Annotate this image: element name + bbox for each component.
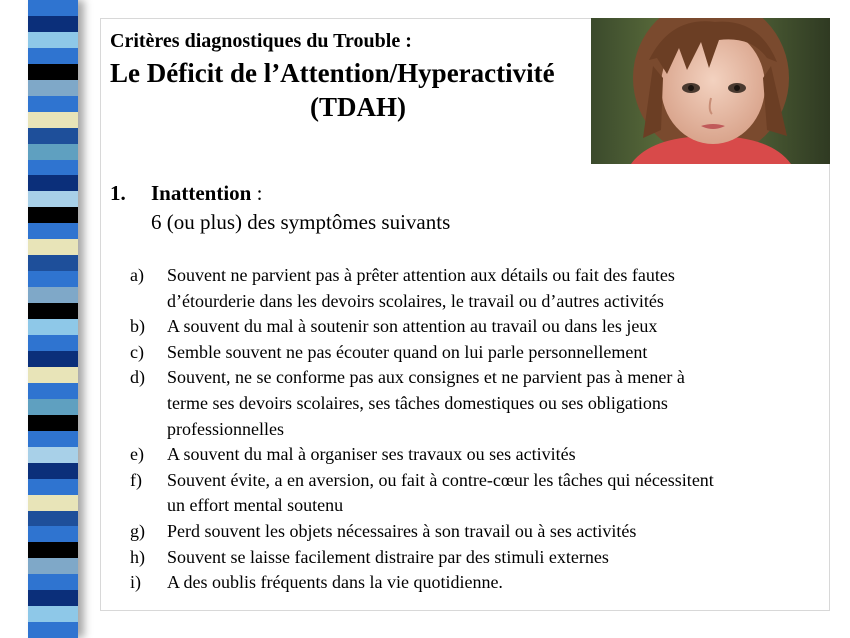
stripe-segment xyxy=(28,558,78,574)
criterion-item xyxy=(130,468,820,519)
stripe-segment xyxy=(28,526,78,542)
stripe-segment xyxy=(28,319,78,335)
criterion-marker: h) xyxy=(130,546,145,567)
child-portrait-illustration xyxy=(591,18,830,164)
criterion-line: un effort mental soutenu xyxy=(167,495,344,516)
stripe-segment xyxy=(28,590,78,606)
criterion-line: d’étourderie dans les devoirs scolaires, le travail ou d’autres activités xyxy=(167,290,664,311)
stripe-segment xyxy=(28,383,78,399)
criterion-line: Souvent se laisse facilement distraire par des stimuli externes xyxy=(167,546,609,567)
page-title-prefix: Critères diagnostiques du Trouble : xyxy=(110,30,412,52)
stripe-segment xyxy=(28,335,78,351)
stripe-segment xyxy=(28,479,78,495)
criterion-item xyxy=(130,545,820,571)
criterion-line: Souvent évite, a en aversion, ou fait à contre-cœur les tâches qui nécessitent xyxy=(167,469,714,490)
criterion-item xyxy=(130,519,820,545)
section-title: Inattention xyxy=(151,181,252,205)
section-heading xyxy=(151,181,262,206)
stripe-segment xyxy=(28,542,78,558)
stripe-segment xyxy=(28,64,78,80)
stripe-segment xyxy=(28,271,78,287)
stripe-segment xyxy=(28,160,78,176)
stripe-segment xyxy=(28,303,78,319)
criterion-line: terme ses devoirs scolaires, ses tâches domestiques ou ses obligations xyxy=(167,392,668,413)
stripe-segment xyxy=(28,207,78,223)
criterion-line: professionnelles xyxy=(167,418,284,439)
stripe-segment xyxy=(28,606,78,622)
stripe-segment xyxy=(28,16,78,32)
page-title: Le Déficit de l’Attention/Hyperactivité xyxy=(110,58,555,88)
stripe-segment xyxy=(28,32,78,48)
criterion-marker: f) xyxy=(130,469,142,490)
stripe-segment xyxy=(28,351,78,367)
stripe-segment xyxy=(28,431,78,447)
criterion-line: A souvent du mal à soutenir son attention au travail ou dans les jeux xyxy=(167,316,658,337)
criterion-marker: d) xyxy=(130,367,145,388)
stripe-segment xyxy=(28,415,78,431)
criterion-line: A souvent du mal à organiser ses travaux ou ses activités xyxy=(167,444,576,465)
criterion-line: Souvent ne parvient pas à prêter attention aux détails ou fait des fautes xyxy=(167,265,675,285)
criterion-marker: i) xyxy=(130,572,141,593)
stripe-segment xyxy=(28,80,78,96)
criterion-item xyxy=(130,340,820,366)
criteria-list xyxy=(130,263,820,596)
criterion-item xyxy=(130,314,820,340)
criterion-item xyxy=(130,263,820,314)
criterion-marker: g) xyxy=(130,520,145,541)
stripe-segment xyxy=(28,0,78,16)
criterion-item xyxy=(130,442,820,468)
stripe-segment xyxy=(28,112,78,128)
stripe-segment xyxy=(28,239,78,255)
section-number: 1. xyxy=(110,181,126,205)
stripe-segment xyxy=(28,399,78,415)
criterion-item xyxy=(130,365,820,442)
stripe-segment xyxy=(28,223,78,239)
page-title-abbreviation: (TDAH) xyxy=(310,92,406,122)
stripe-segment xyxy=(28,511,78,527)
stripe-segment xyxy=(28,144,78,160)
stripe-segment xyxy=(28,255,78,271)
stripe-segment xyxy=(28,622,78,638)
stripe-segment xyxy=(28,463,78,479)
stripe-segment xyxy=(28,128,78,144)
section-subtitle: 6 (ou plus) des symptômes suivants xyxy=(151,210,451,234)
stripe-segment xyxy=(28,96,78,112)
stripe-segment xyxy=(28,175,78,191)
criterion-line: Semble souvent ne pas écouter quand on lui parle personnellement xyxy=(167,341,648,362)
stripe-segment xyxy=(28,191,78,207)
section-title-suffix: : xyxy=(251,181,263,205)
criterion-item xyxy=(130,570,820,596)
decorative-stripe-bar xyxy=(28,0,78,638)
stripe-segment xyxy=(28,574,78,590)
stripe-segment xyxy=(28,447,78,463)
criterion-marker: b) xyxy=(130,316,145,337)
criterion-line: A des oublis fréquents dans la vie quotidienne. xyxy=(167,572,503,593)
criterion-marker: c) xyxy=(130,341,144,362)
criterion-line: Perd souvent les objets nécessaires à son travail ou à ses activités xyxy=(167,520,637,541)
stripe-segment xyxy=(28,48,78,64)
stripe-segment xyxy=(28,287,78,303)
criterion-marker: a) xyxy=(130,265,144,285)
stripe-segment xyxy=(28,495,78,511)
stripe-segment xyxy=(28,367,78,383)
child-portrait-photo xyxy=(591,18,830,164)
criterion-line: Souvent, ne se conforme pas aux consignes et ne parvient pas à mener à xyxy=(167,367,685,388)
criterion-marker: e) xyxy=(130,444,144,465)
